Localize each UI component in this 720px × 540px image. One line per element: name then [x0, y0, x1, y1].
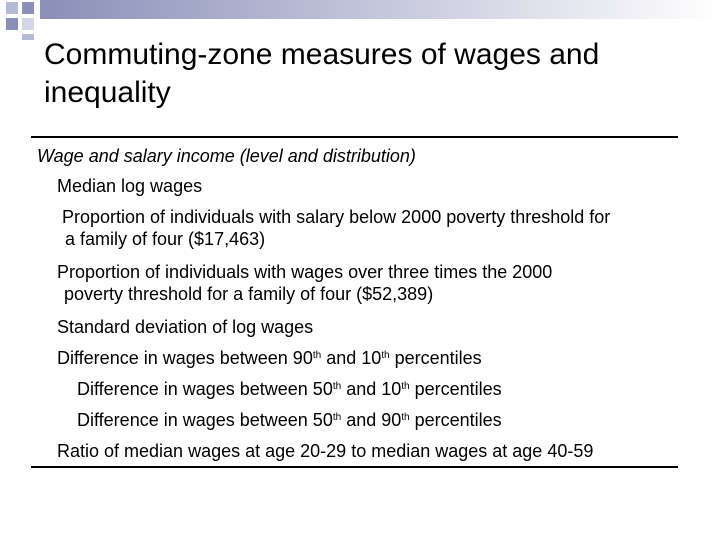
- list-item: Proportion of individuals with wages over three times the 2000 poverty threshold for a family of four ($52,389): [57, 262, 553, 304]
- list-item: Ratio of median wages at age 20-29 to median wages at age 40-59: [57, 441, 594, 461]
- list-item: Median log wages: [57, 176, 203, 196]
- list-item: Proportion of individuals with salary below 2000 poverty threshold for a family of four ($17,463): [62, 207, 611, 249]
- list-item: Difference in wages between 50th and 10th percentiles: [77, 379, 502, 399]
- section-heading: Wage and salary income (level and distribution): [37, 146, 416, 166]
- slide-title: Commuting-zone measures of wages and inequality: [44, 38, 600, 109]
- table-bottom-rule: [31, 466, 678, 468]
- table-top-rule: [31, 136, 678, 138]
- header-decoration: [0, 0, 720, 40]
- list-item: Standard deviation of log wages: [57, 317, 314, 337]
- list-item: Difference in wages between 90th and 10th percentiles: [57, 348, 482, 368]
- list-item: Difference in wages between 50th and 90th percentiles: [77, 410, 502, 430]
